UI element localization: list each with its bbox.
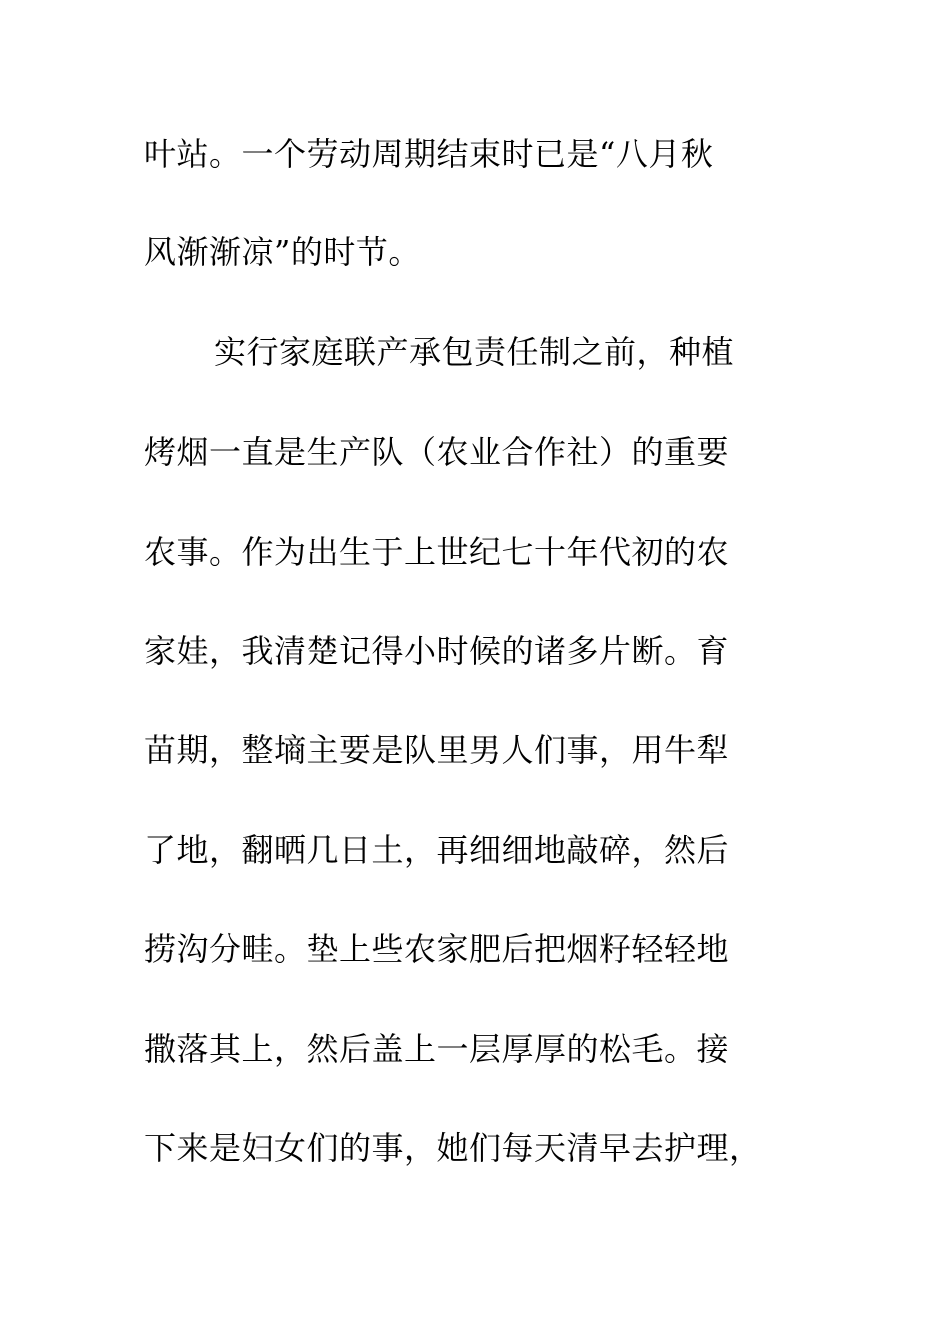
text-line-7: 苗期，整墒主要是队里男人们事，用牛犁 [144, 731, 730, 769]
text-line-5: 农事。作为出生于上世纪七十年代初的农 [144, 533, 730, 571]
text-line-9: 捞沟分畦。垫上些农家肥后把烟籽轻轻地 [144, 930, 730, 968]
text-line-8: 了地，翻晒几日土，再细细地敲碎，然后 [144, 831, 730, 869]
text-line-6: 家娃，我清楚记得小时候的诸多片断。育 [144, 632, 730, 670]
text-line-4: 烤烟一直是生产队（农业合作社）的重要 [144, 433, 730, 471]
text-line-1: 叶站。一个劳动周期结束时已是“八月秋 [144, 135, 714, 173]
text-line-10: 撒落其上，然后盖上一层厚厚的松毛。接 [144, 1030, 730, 1068]
text-line-11: 下来是妇女们的事，她们每天清早去护理， [144, 1129, 762, 1167]
text-line-2: 风渐渐凉”的时节。 [144, 233, 421, 271]
paragraph-start-line: 实行家庭联产承包责任制之前，种植 [214, 333, 735, 371]
